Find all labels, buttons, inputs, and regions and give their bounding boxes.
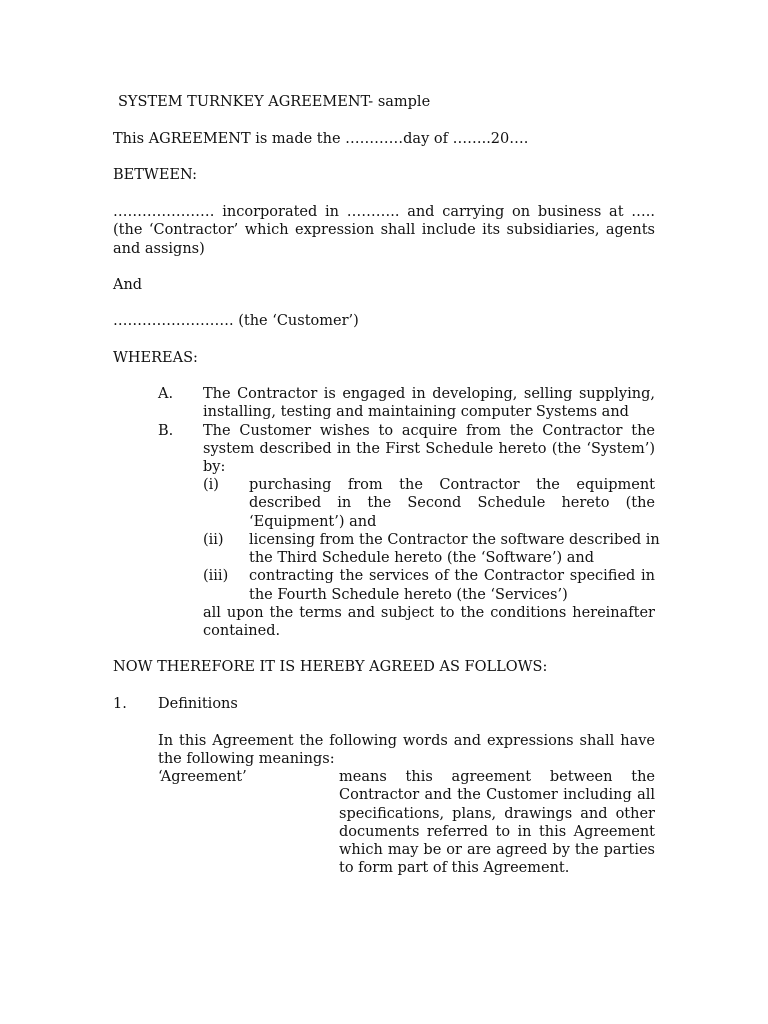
contractor-line-2: (the ‘Contractor’ which expression shall include its subsidiaries, agents (113, 222, 655, 238)
sub-ii-line-2: the Third Schedule hereto (the ‘Software’) and (249, 550, 595, 566)
section-1-intro-line-2: the following meanings: (158, 751, 335, 767)
now-therefore-heading: NOW THEREFORE IT IS HEREBY AGREED AS FOLLOWS: (113, 659, 548, 675)
recital-b-line-2: system described in the First Schedule hereto (the ‘System’) (203, 441, 655, 457)
recital-b-marker: B. (158, 423, 174, 439)
sub-i-line-3: ‘Equipment’) and (249, 514, 377, 530)
recital-b-line-1: The Customer wishes to acquire from the Contractor the (203, 423, 655, 439)
contractor-line-1: ………………… incorporated in ……….. and carrying on business at ….. (113, 204, 655, 220)
contractor-line-3: and assigns) (113, 241, 205, 257)
recital-a-line-1: The Contractor is engaged in developing, selling supplying, (203, 386, 655, 402)
and-text: And (113, 277, 143, 293)
definition-line-1: means this agreement between the (339, 769, 655, 785)
sub-ii-marker: (ii) (203, 532, 224, 548)
section-1-heading: Definitions (158, 696, 238, 712)
sub-i-marker: (i) (203, 477, 219, 493)
whereas-heading: WHEREAS: (113, 350, 198, 366)
recital-a-marker: A. (158, 386, 174, 402)
all-upon-line-1: all upon the terms and subject to the conditions hereinafter (203, 605, 655, 621)
definition-line-3: specifications, plans, drawings and other (339, 806, 655, 822)
section-1-intro-line-1: In this Agreement the following words and expressions shall have (158, 733, 655, 749)
document-title: SYSTEM TURNKEY AGREEMENT- sample (118, 94, 431, 110)
sub-iii-marker: (iii) (203, 568, 229, 584)
sub-iii-line-1: contracting the services of the Contractor specified in (249, 568, 655, 584)
definition-term-agreement: ‘Agreement’ (158, 769, 247, 785)
made-line: This AGREEMENT is made the …………day of ……..20…. (113, 131, 529, 147)
sub-i-line-2: described in the Second Schedule hereto (the (249, 495, 655, 511)
section-1-number: 1. (113, 696, 127, 712)
recital-a-line-2: installing, testing and maintaining computer Systems and (203, 404, 629, 420)
sub-ii-line-1: licensing from the Contractor the software described in (249, 532, 660, 548)
all-upon-line-2: contained. (203, 623, 281, 639)
definition-line-6: to form part of this Agreement. (339, 860, 570, 876)
sub-i-line-1: purchasing from the Contractor the equipment (249, 477, 655, 493)
between-heading: BETWEEN: (113, 167, 198, 183)
recital-b-line-3: by: (203, 459, 226, 475)
definition-line-4: documents referred to in this Agreement (339, 824, 655, 840)
sub-iii-line-2: the Fourth Schedule hereto (the ‘Services’) (249, 587, 568, 603)
definition-line-5: which may be or are agreed by the parties (339, 842, 655, 858)
definition-line-2: Contractor and the Customer including all (339, 787, 655, 803)
customer-line: ……………………. (the ‘Customer’) (113, 313, 359, 329)
